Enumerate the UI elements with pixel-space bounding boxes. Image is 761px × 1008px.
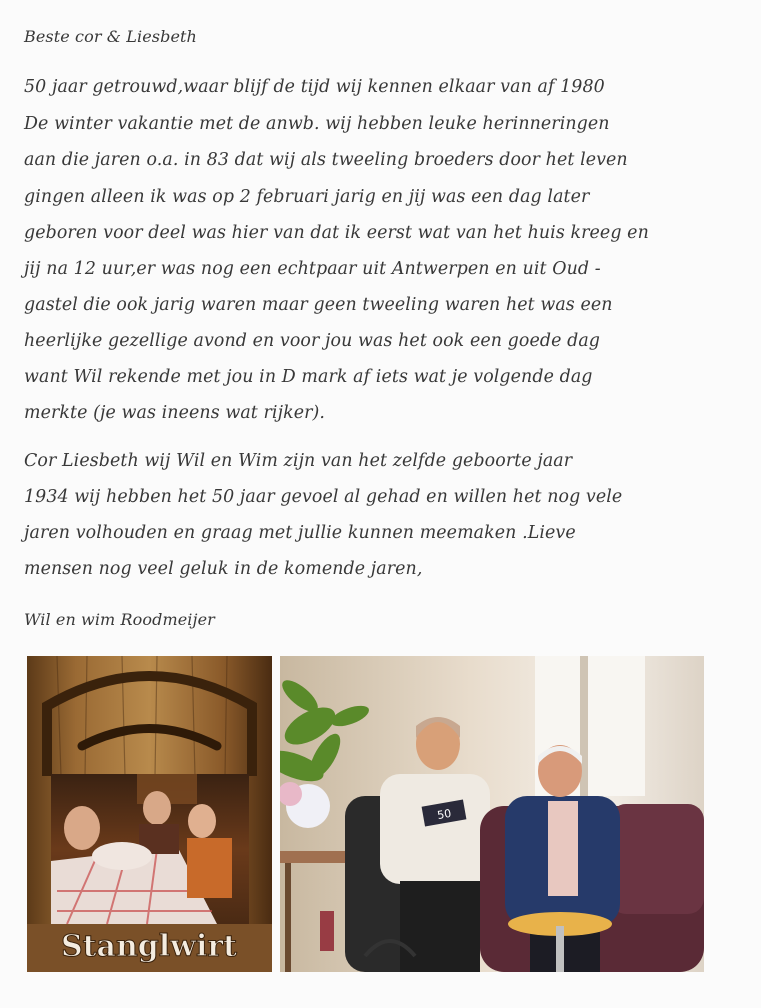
paragraph-1-line: geboren voor deel was hier van dat ik eerst wat van het huis kreeg en bbox=[24, 223, 649, 243]
paragraph-1-line: heerlijke gezellige avond en voor jou was het ook een goede dag bbox=[24, 331, 601, 351]
stanglwirt-photo-art bbox=[27, 656, 272, 972]
paragraph-1-line: gingen alleen ik was op 2 februari jarig en jij was een dag later bbox=[24, 187, 590, 207]
paragraph-1-line: jij na 12 uur,er was nog een echtpaar uit Antwerpen en uit Oud - bbox=[24, 259, 601, 279]
paragraph-1-line: merkte (je was ineens wat rijker). bbox=[24, 403, 326, 423]
card-text: 50 bbox=[436, 806, 453, 823]
couple-photo-art bbox=[280, 656, 704, 972]
paragraph-2-line: jaren volhouden en graag met jullie kunnen meemaken .Lieve bbox=[24, 523, 576, 543]
paragraph-2-line: 1934 wij hebben het 50 jaar gevoel al gehad en willen het nog vele bbox=[24, 487, 623, 507]
signature: Wil en wim Roodmeijer bbox=[24, 610, 215, 629]
photo-couple bbox=[280, 656, 704, 972]
paragraph-1-line: 50 jaar getrouwd,waar blijf de tijd wij kennen elkaar van af 1980 bbox=[24, 77, 605, 97]
sign-text: Stanglwirt bbox=[60, 929, 238, 964]
paragraph-2-line: Cor Liesbeth wij Wil en Wim zijn van het zelfde geboorte jaar bbox=[24, 451, 573, 471]
paragraph-1-line: want Wil rekende met jou in D mark af iets wat je volgende dag bbox=[24, 367, 593, 387]
photo-stanglwirt bbox=[27, 656, 272, 972]
paragraph-1-line: gastel die ook jarig waren maar geen tweeling waren het was een bbox=[24, 295, 613, 315]
paragraph-2-line: mensen nog veel geluk in de komende jaren, bbox=[24, 559, 423, 579]
paragraph-1-line: aan die jaren o.a. in 83 dat wij als tweeling broeders door het leven bbox=[24, 150, 628, 170]
greeting: Beste cor & Liesbeth bbox=[24, 27, 197, 46]
paragraph-1-line: De winter vakantie met de anwb. wij hebben leuke herinneringen bbox=[24, 114, 610, 134]
